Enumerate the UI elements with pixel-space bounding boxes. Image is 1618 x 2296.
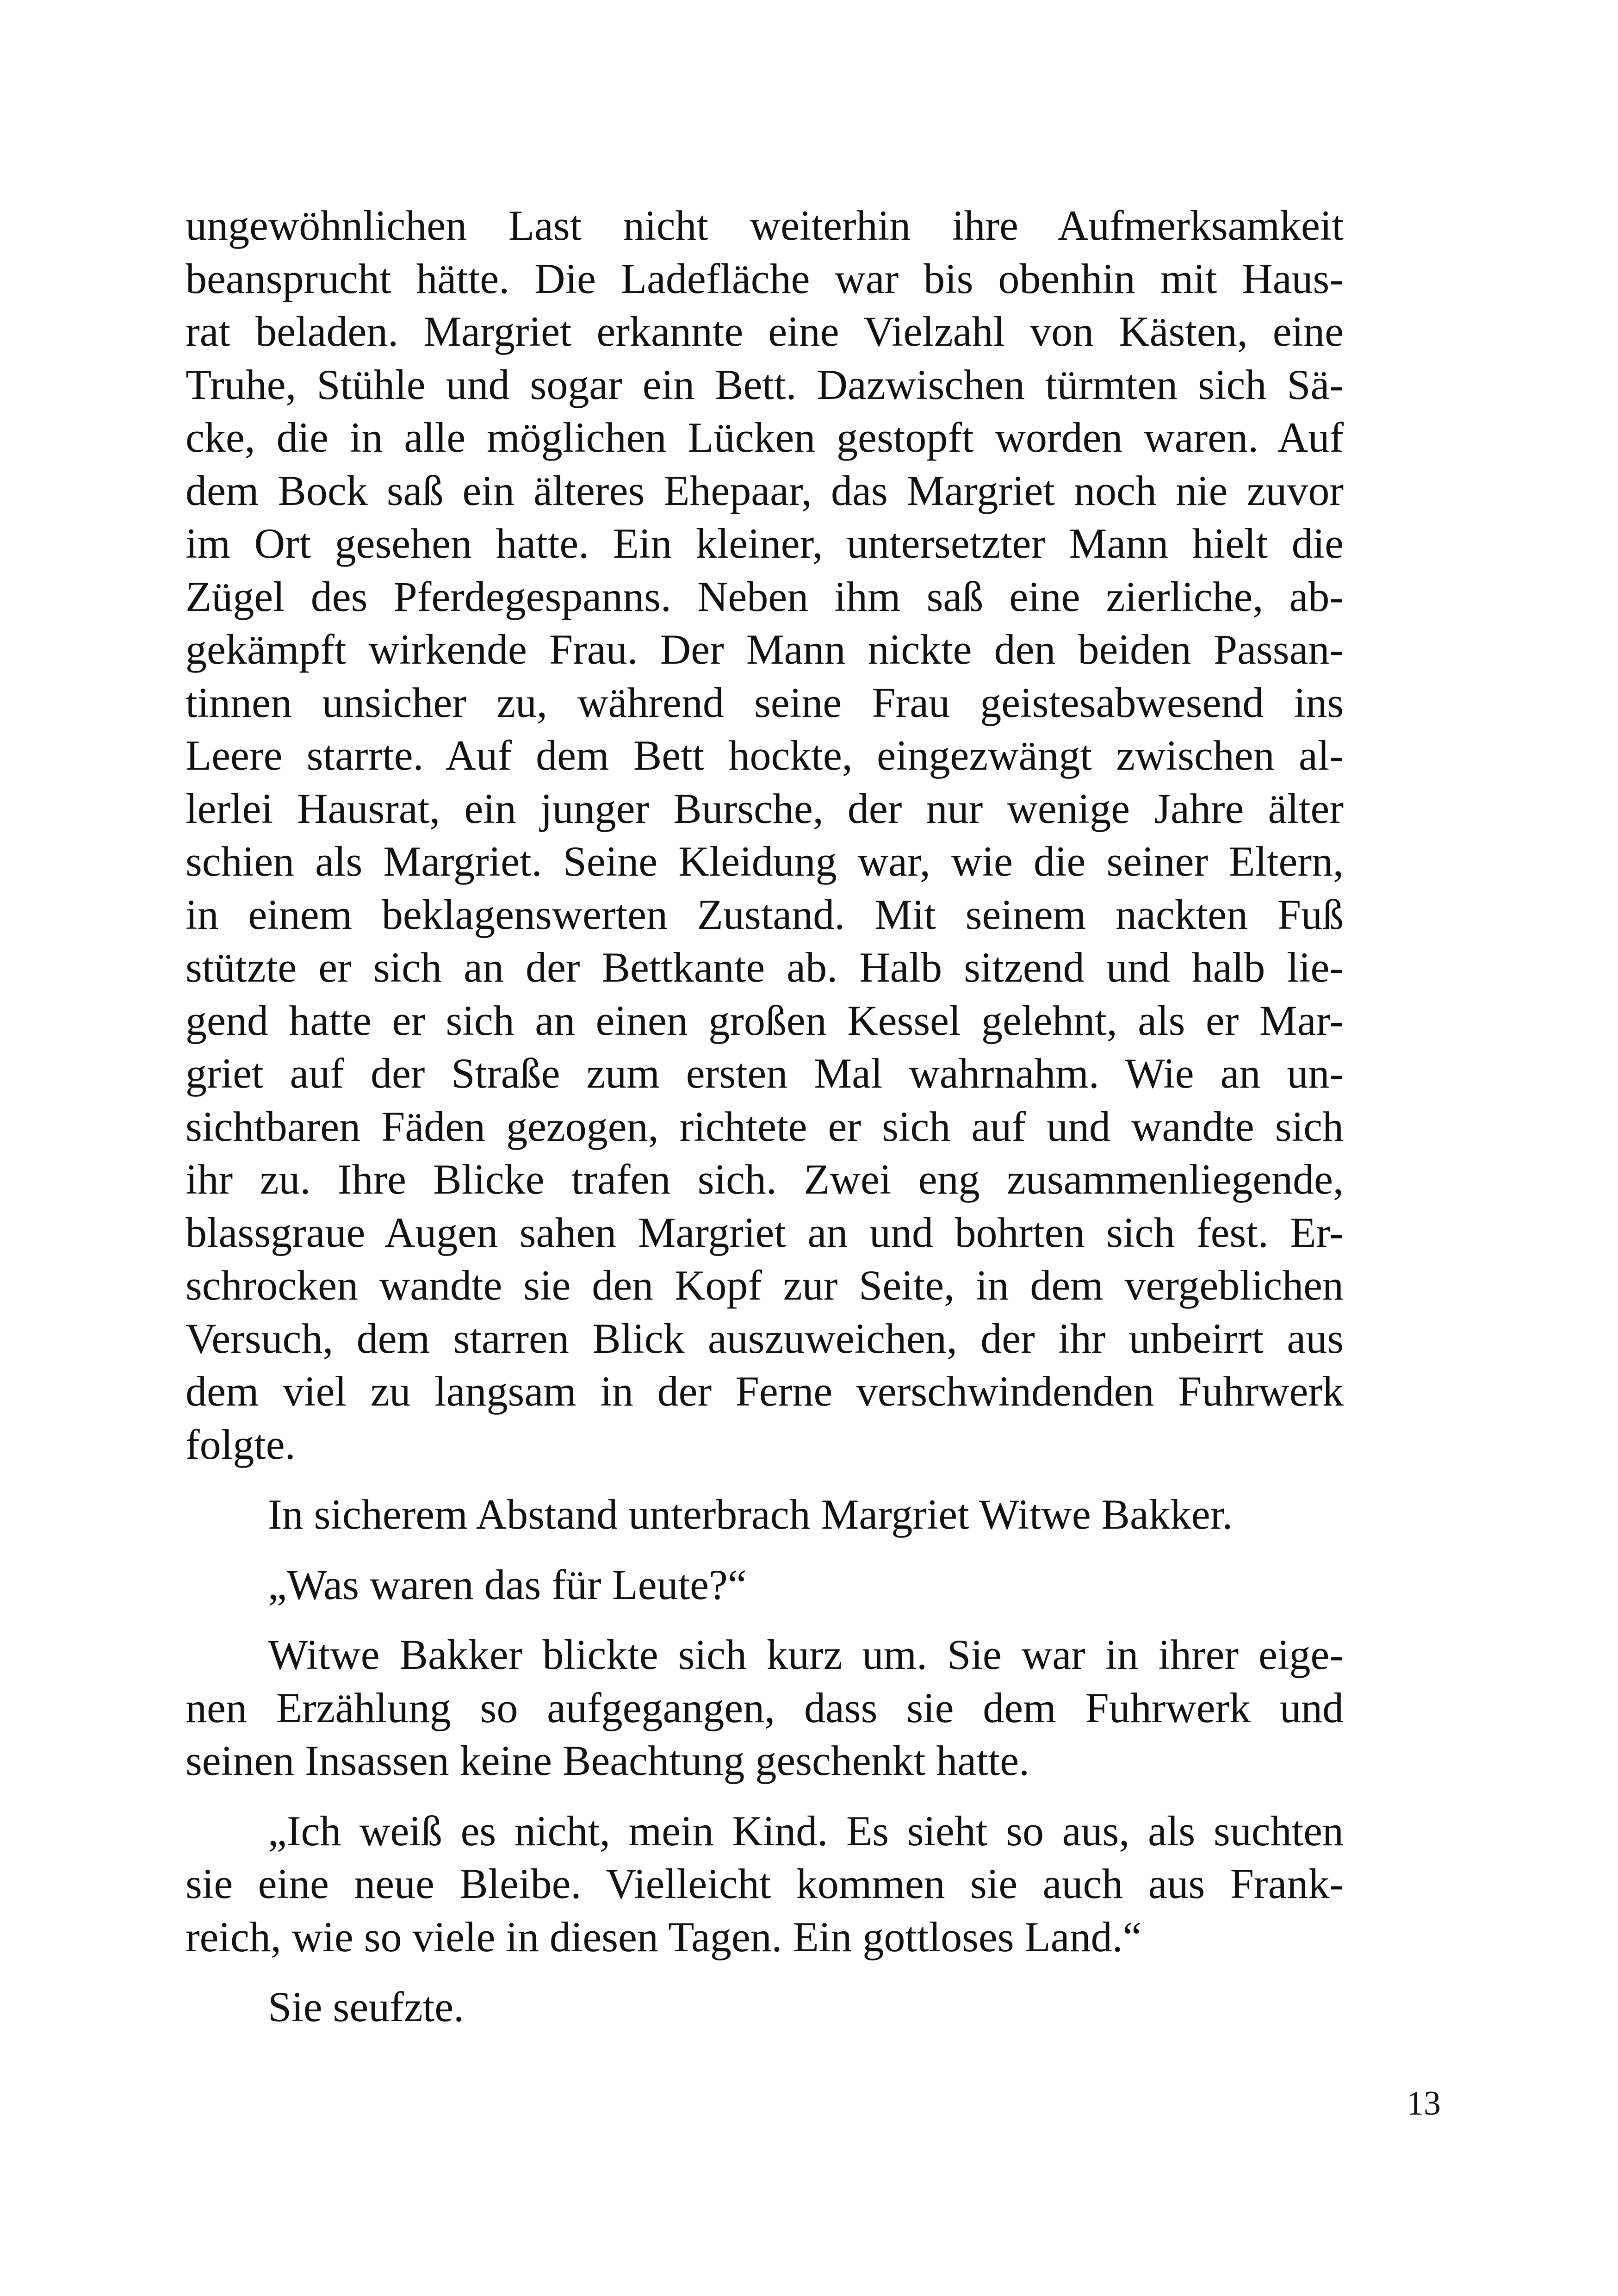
text-line: dem Bock saß ein älteres Ehepaar, das Margriet noch nie zuvor <box>186 467 1344 514</box>
paragraph-2 <box>186 1488 1344 1541</box>
text-line: sie eine neue Bleibe. Vielleicht kommen sie auch aus Frank- <box>186 1860 1344 1907</box>
text-line: „Was waren das für Leute?“ <box>268 1561 747 1608</box>
text-line: ungewöhnlichen Last nicht weiterhin ihre Aufmerksamkeit <box>186 202 1344 249</box>
text-line: gekämpft wirkende Frau. Der Mann nickte den beiden Passan- <box>186 626 1344 673</box>
page-number: 13 <box>1407 2084 1441 2122</box>
text-line: Truhe, Stühle und sogar ein Bett. Dazwischen türmten sich Sä- <box>186 361 1344 408</box>
text-line: im Ort gesehen hatte. Ein kleiner, untersetzter Mann hielt die <box>186 520 1344 567</box>
text-line: beansprucht hätte. Die Ladefläche war bis obenhin mit Haus- <box>186 255 1344 302</box>
text-line: gend hatte er sich an einen großen Kessel gelehnt, als er Mar- <box>186 996 1344 1044</box>
text-line: „Ich weiß es nicht, mein Kind. Es sieht so aus, als suchten <box>268 1807 1344 1854</box>
paragraph-gap <box>186 1541 1344 1558</box>
text-line: schien als Margriet. Seine Kleidung war, wie die seiner Eltern, <box>186 838 1344 885</box>
text-line: tinnen unsicher zu, während seine Frau geistesabwesend ins <box>186 678 1344 726</box>
text-line: seinen Insassen keine Beachtung geschenkt hatte. <box>186 1737 1030 1784</box>
paragraph-gap <box>186 1611 1344 1628</box>
text-line: Sie seufzte. <box>268 1983 465 2030</box>
text-line: folgte. <box>186 1420 296 1468</box>
paragraph-gap <box>186 1963 1344 1980</box>
text-line: Leere starrte. Auf dem Bett hockte, eingezwängt zwischen al- <box>186 732 1344 779</box>
paragraph-3 <box>186 1558 1344 1612</box>
text-line: Versuch, dem starren Blick auszuweichen, der ihr unbeirrt aus <box>186 1314 1344 1362</box>
paragraph-1 <box>186 199 1344 1471</box>
paragraph-5 <box>186 1804 1344 1964</box>
text-line: Witwe Bakker blickte sich kurz um. Sie war in ihrer eige- <box>268 1631 1344 1678</box>
paragraph-gap <box>186 1471 1344 1488</box>
text-line: stützte er sich an der Bettkante ab. Halb sitzend und halb lie- <box>186 944 1344 991</box>
paragraph-6 <box>186 1980 1344 2034</box>
text-line: dem viel zu langsam in der Ferne verschwindenden Fuhrwerk <box>186 1368 1344 1415</box>
text-line: Zügel des Pferdegespanns. Neben ihm saß eine zierliche, ab- <box>186 572 1344 620</box>
body-text <box>186 199 1344 2034</box>
text-line: in einem beklagenswerten Zustand. Mit seinem nackten Fuß <box>186 890 1344 938</box>
text-line: blassgraue Augen sahen Margriet an und bohrten sich fest. Er- <box>186 1208 1344 1256</box>
text-line: lerlei Hausrat, ein junger Bursche, der nur wenige Jahre älter <box>186 784 1344 832</box>
paragraph-4 <box>186 1628 1344 1787</box>
text-line: reich, wie so viele in diesen Tagen. Ein gottloses Land.“ <box>186 1913 1142 1960</box>
text-line: sichtbaren Fäden gezogen, richtete er sich auf und wandte sich <box>186 1102 1344 1150</box>
text-line: ihr zu. Ihre Blicke trafen sich. Zwei eng zusammenliegende, <box>186 1156 1344 1203</box>
text-line: nen Erzählung so aufgegangen, dass sie dem Fuhrwerk und <box>186 1684 1344 1731</box>
text-line: rat beladen. Margriet erkannte eine Vielzahl von Kästen, eine <box>186 308 1344 355</box>
paragraph-gap <box>186 1787 1344 1804</box>
text-line: In sicherem Abstand unterbrach Margriet Witwe Bakker. <box>268 1491 1233 1538</box>
text-line: griet auf der Straße zum ersten Mal wahrnahm. Wie an un- <box>186 1050 1344 1097</box>
text-line: schrocken wandte sie den Kopf zur Seite, in dem vergeblichen <box>186 1262 1344 1309</box>
text-line: cke, die in alle möglichen Lücken gestopft worden waren. Auf <box>186 414 1344 461</box>
